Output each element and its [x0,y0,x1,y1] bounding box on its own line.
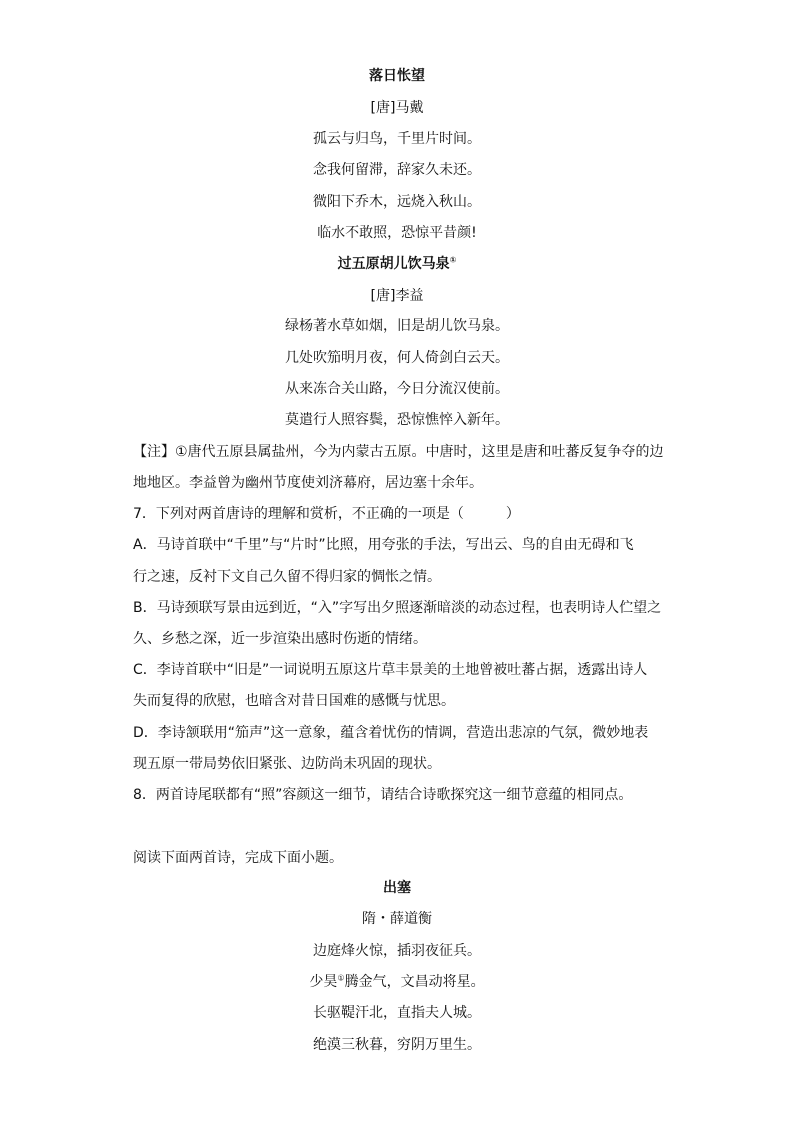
option-d-line: D．李诗颔联用“笳声”这一意象，蕴含着忧伤的情调，营造出悲凉的气氛，微妙地表 [133,725,649,741]
poem1-line: 念我何留滞，辞家久未还。 [313,162,481,178]
poem2-title-text: 过五原胡儿饮马泉 [337,256,450,272]
poem3-line: 长驱鞮汗北，直指夫人城。 [313,1005,481,1021]
poem1-line: 微阳下乔木，远烧入秋山。 [313,194,481,210]
option-c-line: 失而复得的欣慰，也暗含对昔日国难的感慨与忧思。 [133,693,455,709]
poem1-title: 落日怅望 [369,68,425,84]
poem1-line: 临水不敢照，恐惊平昔颜! [317,225,477,241]
poem2-line: 莫遣行人照容鬓，恐惊憔悴入新年。 [285,412,509,428]
option-b-line: B．马诗颈联写景由远到近，“入”字写出夕照逐渐暗淡的动态过程，也表明诗人伫望之 [133,600,662,616]
note-line: 【注】①唐代五原县属盐州，今为内蒙古五原。中唐时，这里是唐和吐蕃反复争夺的边 [133,444,664,460]
poem1-author: [唐]马戴 [370,100,424,116]
option-c-line: C．李诗首联中“旧是”一词说明五原这片草丰景美的土地曾被吐蕃占据，透露出诗人 [133,662,648,678]
option-a-line: A．马诗首联中“千里”与“片时”比照，用夸张的手法，写出云、鸟的自由无碍和飞 [133,537,634,553]
poem2-title [0,254,794,274]
footnote-mark: ① [337,973,345,983]
option-b-line: 久、乡愁之深，近一步渲染出感时伤逝的情绪。 [133,631,427,647]
poem2-line: 几处吹笳明月夜，何人倚剑白云天。 [285,350,509,366]
option-a-line: 行之速，反衬下文自己久留不得归家的惆怅之情。 [133,569,441,585]
poem1-line: 孤云与归鸟，千里片时间。 [313,131,481,147]
option-d-line: 现五原一带局势依旧紧张、边防尚未巩固的现状。 [133,756,441,772]
note-line: 地地区。李益曾为幽州节度使刘济幕府，居边塞十余年。 [133,475,483,491]
poem3-line-prefix: 少昊 [309,974,338,990]
poem3-title: 出塞 [383,880,411,896]
poem2-line: 绿杨著水草如烟，旧是胡儿饮马泉。 [285,318,509,334]
poem3-line: 边庭烽火惊，插羽夜征兵。 [313,943,481,959]
question-7: 7．下列对两首唐诗的理解和赏析，不正确的一项是（ ） [133,506,520,522]
poem3-line: 绝漠三秋暮，穷阴万里生。 [313,1037,481,1053]
poem2-line: 从来冻合关山路，今日分流汉使前。 [285,381,509,397]
question-8: 8．两首诗尾联都有“照”容颜这一细节，请结合诗歌探究这一细节意蕴的相同点。 [133,787,633,803]
poem3-author: 隋・薛道衡 [362,911,432,927]
poem3-line [0,972,794,992]
footnote-mark: ① [449,255,457,265]
poem3-line-rest: 腾金气，文昌动将星。 [344,974,485,990]
poem2-author: [唐]李益 [370,288,424,304]
reading-intro: 阅读下面两首诗，完成下面小题。 [133,850,343,866]
